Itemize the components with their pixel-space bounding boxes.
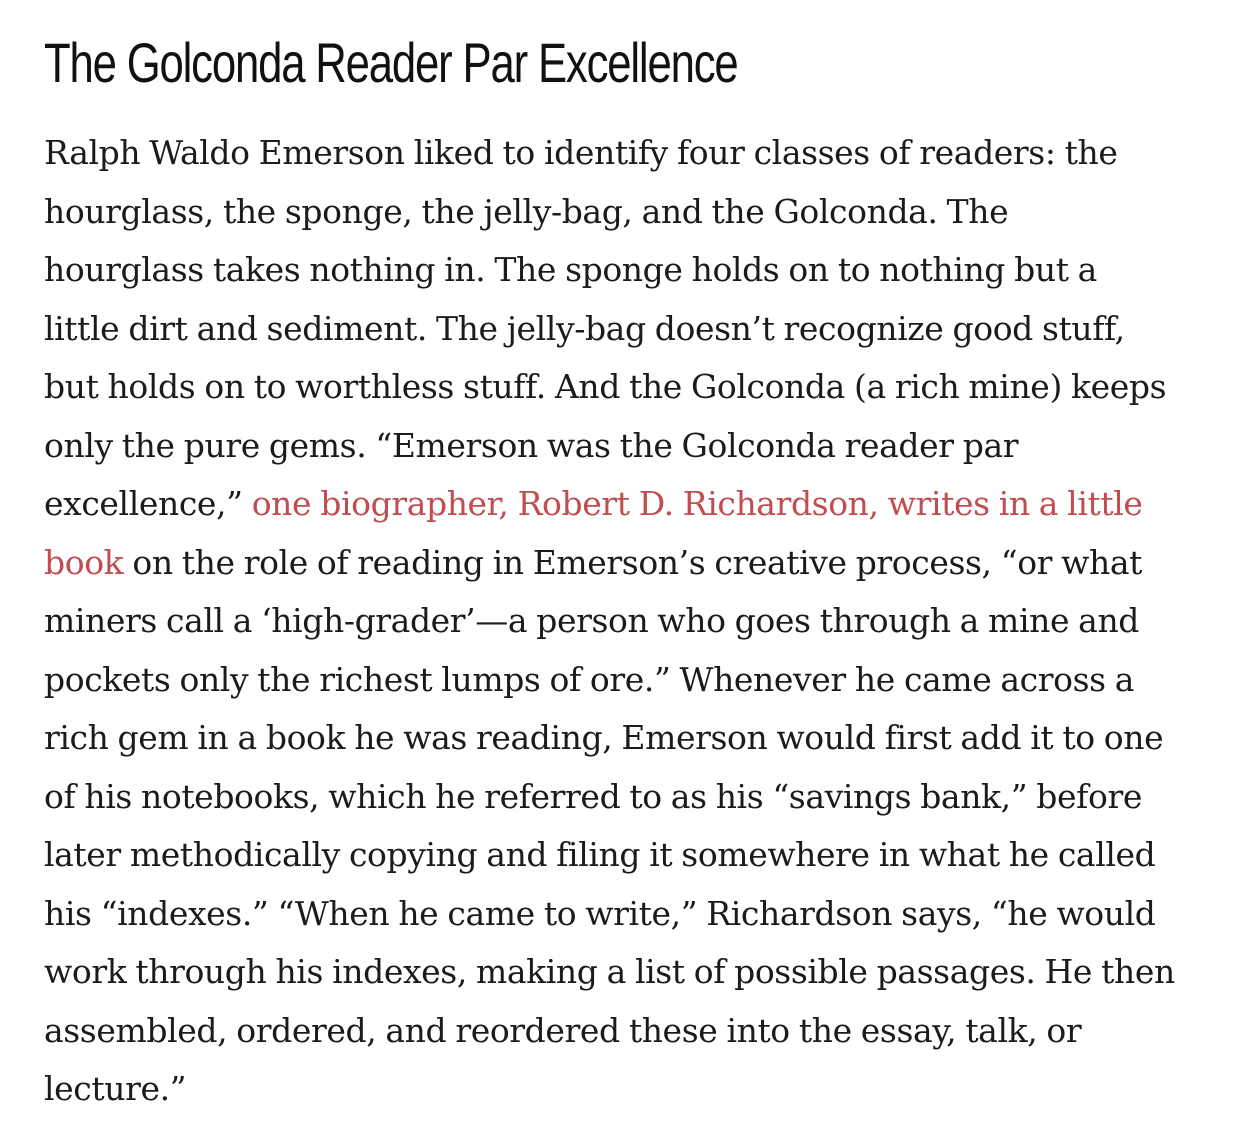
paragraph-line: miners call a ‘high-grader’—a person who goes through a mine and	[44, 601, 1140, 640]
paragraph-line	[44, 475, 1214, 534]
paragraph-line: but holds on to worthless stuff. And the Golconda (a rich mine) keeps	[44, 367, 1167, 406]
paragraph-line: hourglass takes nothing in. The sponge holds on to nothing but a	[44, 250, 1097, 289]
paragraph-line: pockets only the richest lumps of ore.” Whenever he came across a	[44, 659, 1135, 699]
paragraph-line: later methodically copying and filing it somewhere in what he called	[44, 835, 1156, 874]
paragraph-line: assembled, ordered, and reordered these into the essay, talk, or	[44, 1010, 1082, 1050]
paragraph-line: Ralph Waldo Emerson liked to identify four classes of readers: the	[44, 133, 1118, 172]
paragraph-text: on the role of reading in Emerson’s creative process, “or what	[123, 542, 1142, 582]
paragraph-line: hourglass, the sponge, the jelly-bag, and the Golconda. The	[44, 191, 1009, 231]
paragraph-line: lecture.”	[44, 1069, 187, 1108]
paragraph-line: of his notebooks, which he referred to as his “savings bank,” before	[44, 776, 1142, 816]
paragraph-line: his “indexes.” “When he came to write,” Richardson says, “he would	[44, 893, 1156, 933]
biographer-book-link[interactable]: one biographer, Robert D. Richardson, writes in a little	[251, 484, 1143, 523]
article-heading: The Golconda Reader Par Excellence	[44, 31, 738, 94]
paragraph-line: only the pure gems. “Emerson was the Golconda reader par	[44, 425, 1019, 465]
biographer-book-link-continued[interactable]: book	[44, 542, 124, 582]
paragraph-line	[44, 534, 1214, 593]
paragraph-line: work through his indexes, making a list of possible passages. He then	[44, 952, 1175, 991]
paragraph-text: excellence,”	[44, 484, 252, 523]
paragraph-line: little dirt and sediment. The jelly-bag doesn’t recognize good stuff,	[44, 308, 1125, 348]
article-paragraph	[44, 124, 1214, 1119]
paragraph-line: rich gem in a book he was reading, Emerson would first add it to one	[44, 718, 1164, 757]
